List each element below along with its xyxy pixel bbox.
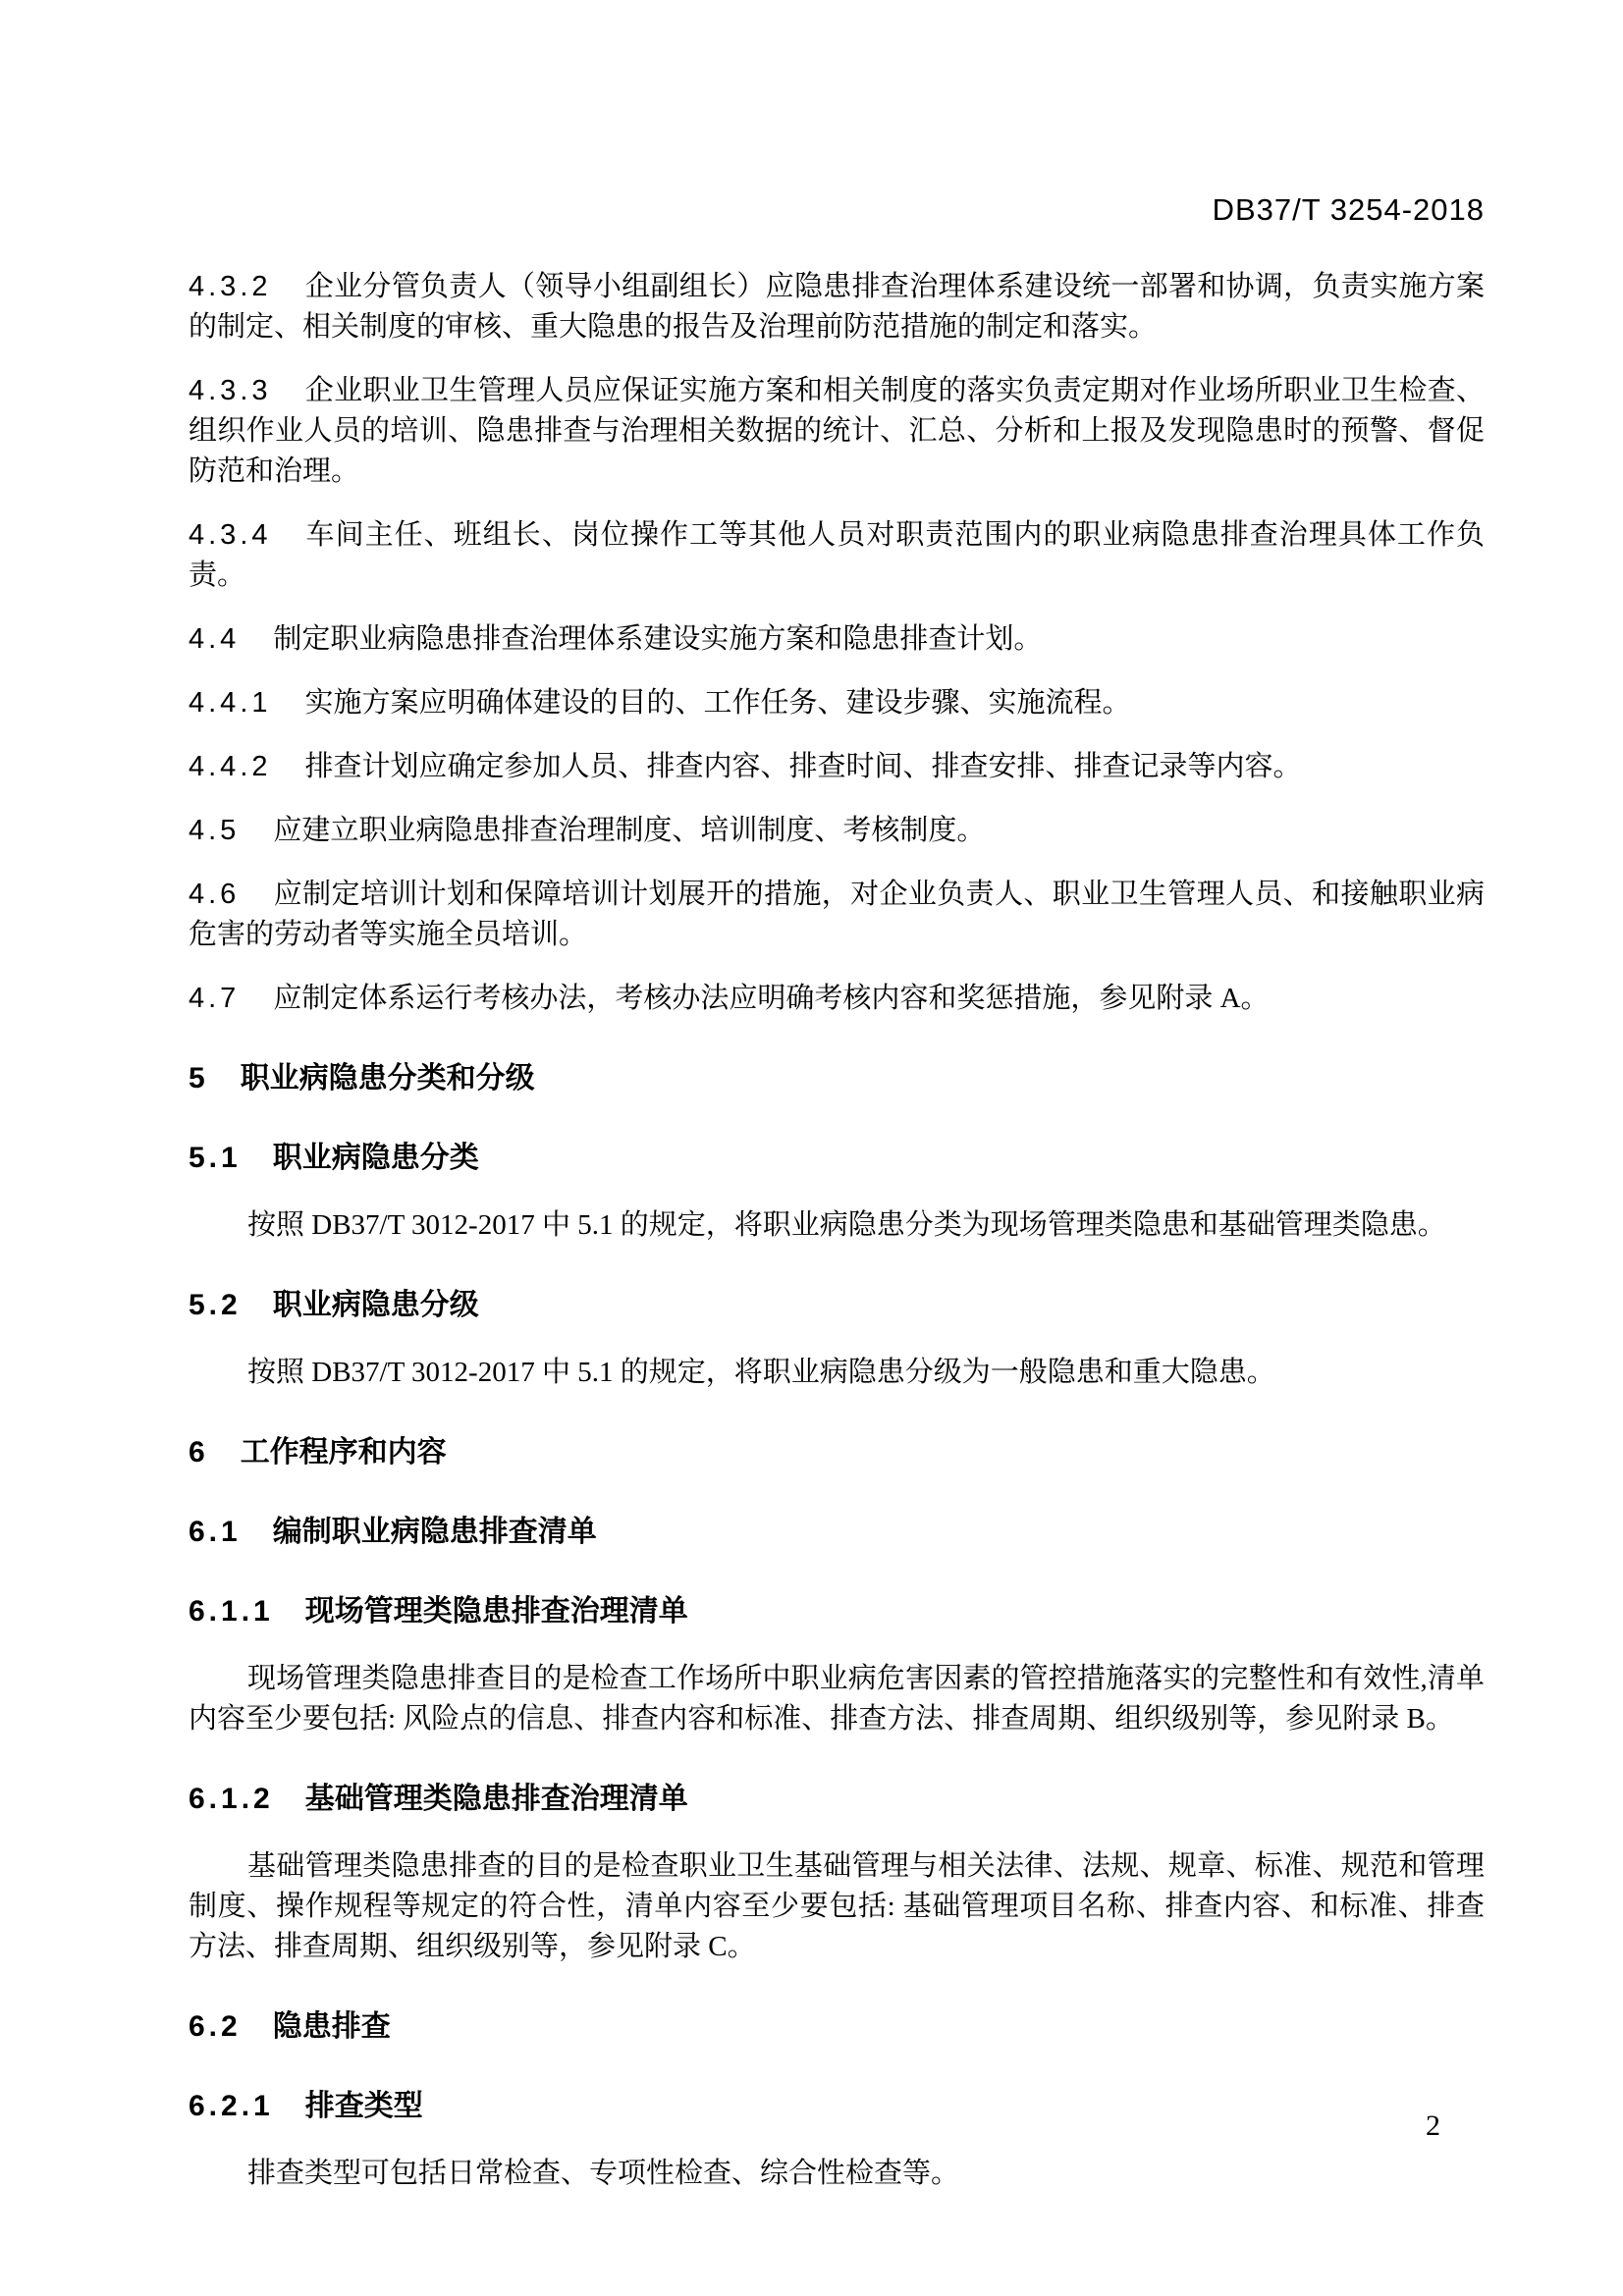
- document-paragraph: [189, 1205, 1485, 1246]
- document-paragraph: [189, 1353, 1485, 1393]
- clause-4-4-1: [189, 683, 1485, 723]
- clause-number: 4.4.2: [189, 751, 272, 782]
- clause-4-4: [189, 619, 1485, 660]
- clause-text: 车间主任、班组长、岗位操作工等其他人员对职责范围内的职业病隐患排查治理具体工作负责。: [189, 519, 1485, 591]
- paragraph-text: 按照 DB37/T 3012-2017 中 5.1 的规定，将职业病隐患分级为一般隐患和重大隐患。: [247, 1357, 1275, 1388]
- heading-5: [189, 1058, 1485, 1098]
- clause-text: 排查计划应确定参加人员、排查内容、排查时间、排查安排、排查记录等内容。: [304, 751, 1302, 782]
- clause-4-7: [189, 979, 1485, 1019]
- clause-4-6: [189, 875, 1485, 955]
- heading-text: 职业病隐患分类: [272, 1142, 479, 1174]
- heading-number: 6.2: [189, 2010, 242, 2043]
- heading-6: [189, 1432, 1485, 1472]
- clause-text: 应制定体系运行考核办法，考核办法应明确考核内容和奖惩措施，参见附录 A。: [273, 983, 1270, 1014]
- heading-text: 工作程序和内容: [240, 1436, 447, 1468]
- paragraph-text: 现场管理类隐患排查目的是检查工作场所中职业病危害因素的管控措施落实的完整性和有效性,清单内容至少要包括: 风险点的信息、排查内容和标准、排查方法、排查周期、组织级别等，参见附录 B。: [189, 1663, 1485, 1735]
- document-paragraph: [189, 2154, 1485, 2194]
- clause-text: 实施方案应明确体建设的目的、工作任务、建设步骤、实施流程。: [304, 687, 1131, 719]
- standard-number: DB37/T 3254-2018: [1212, 192, 1485, 227]
- paragraph-text: 排查类型可包括日常检查、专项性检查、综合性检查等。: [247, 2158, 960, 2189]
- clause-number: 4.3.2: [189, 271, 272, 302]
- page-footer: [1426, 2110, 1440, 2142]
- paragraph-text: 基础管理类隐患排查的目的是检查职业卫生基础管理与相关法律、法规、规章、标准、规范和管理制度、操作规程等规定的符合性，清单内容至少要包括: 基础管理项目名称、排查内容、和标准、排查方法、排查周期、组织级别等，参见附录 C。: [189, 1850, 1485, 1962]
- heading-5-2: [189, 1285, 1485, 1325]
- heading-number: 6: [189, 1436, 209, 1468]
- heading-text: 基础管理类隐患排查治理清单: [304, 1783, 688, 1815]
- heading-6-2: [189, 2006, 1485, 2047]
- heading-text: 现场管理类隐患排查治理清单: [304, 1595, 688, 1628]
- document-paragraph: [189, 1846, 1485, 1967]
- clause-number: 4.7: [189, 983, 241, 1014]
- page-header: [189, 192, 1485, 228]
- clause-text: 应制定培训计划和保障培训计划展开的措施，对企业负责人、职业卫生管理人员、和接触职业病危害的劳动者等实施全员培训。: [189, 879, 1485, 950]
- clause-text: 企业分管负责人（领导小组副组长）应隐患排查治理体系建设统一部署和协调，负责实施方案的制定、相关制度的审核、重大隐患的报告及治理前防范措施的制定和落实。: [189, 271, 1485, 343]
- heading-number: 5.1: [189, 1142, 242, 1174]
- heading-number: 5.2: [189, 1289, 242, 1321]
- clause-4-3-2: [189, 267, 1485, 347]
- heading-6-2-1: [189, 2086, 1485, 2126]
- heading-number: 6.2.1: [189, 2090, 274, 2122]
- clause-number: 4.6: [189, 879, 241, 910]
- heading-number: 5: [189, 1062, 209, 1095]
- clause-number: 4.4: [189, 623, 241, 655]
- heading-number: 6.1.1: [189, 1595, 274, 1628]
- heading-text: 职业病隐患分级: [272, 1289, 479, 1321]
- heading-5-1: [189, 1138, 1485, 1178]
- document-paragraph: [189, 1659, 1485, 1739]
- heading-6-1-2: [189, 1779, 1485, 1819]
- paragraph-text: 按照 DB37/T 3012-2017 中 5.1 的规定，将职业病隐患分类为现场管理类隐患和基础管理类隐患。: [247, 1209, 1446, 1241]
- heading-number: 6.1.2: [189, 1783, 274, 1815]
- heading-number: 6.1: [189, 1516, 242, 1548]
- clause-text: 应建立职业病隐患排查治理制度、培训制度、考核制度。: [273, 815, 986, 846]
- clause-number: 4.3.3: [189, 375, 272, 406]
- heading-6-1-1: [189, 1591, 1485, 1631]
- heading-text: 职业病隐患分类和分级: [240, 1062, 535, 1095]
- clause-4-3-3: [189, 371, 1485, 492]
- clause-number: 4.5: [189, 815, 241, 846]
- clause-4-5: [189, 811, 1485, 851]
- heading-text: 编制职业病隐患排查清单: [272, 1516, 597, 1548]
- document-body: [189, 267, 1485, 2220]
- clause-4-4-2: [189, 747, 1485, 787]
- clause-text: 制定职业病隐患排查治理体系建设实施方案和隐患排查计划。: [273, 623, 1043, 655]
- page-number: 2: [1426, 2109, 1440, 2142]
- heading-text: 排查类型: [304, 2090, 423, 2122]
- clause-number: 4.4.1: [189, 687, 272, 719]
- heading-text: 隐患排查: [272, 2010, 391, 2043]
- clause-text: 企业职业卫生管理人员应保证实施方案和相关制度的落实负责定期对作业场所职业卫生检查、组织作业人员的培训、隐患排查与治理相关数据的统计、汇总、分析和上报及发现隐患时的预警、督促防范和治理。: [189, 375, 1485, 487]
- heading-6-1: [189, 1512, 1485, 1552]
- clause-4-3-4: [189, 515, 1485, 596]
- clause-number: 4.3.4: [189, 519, 272, 551]
